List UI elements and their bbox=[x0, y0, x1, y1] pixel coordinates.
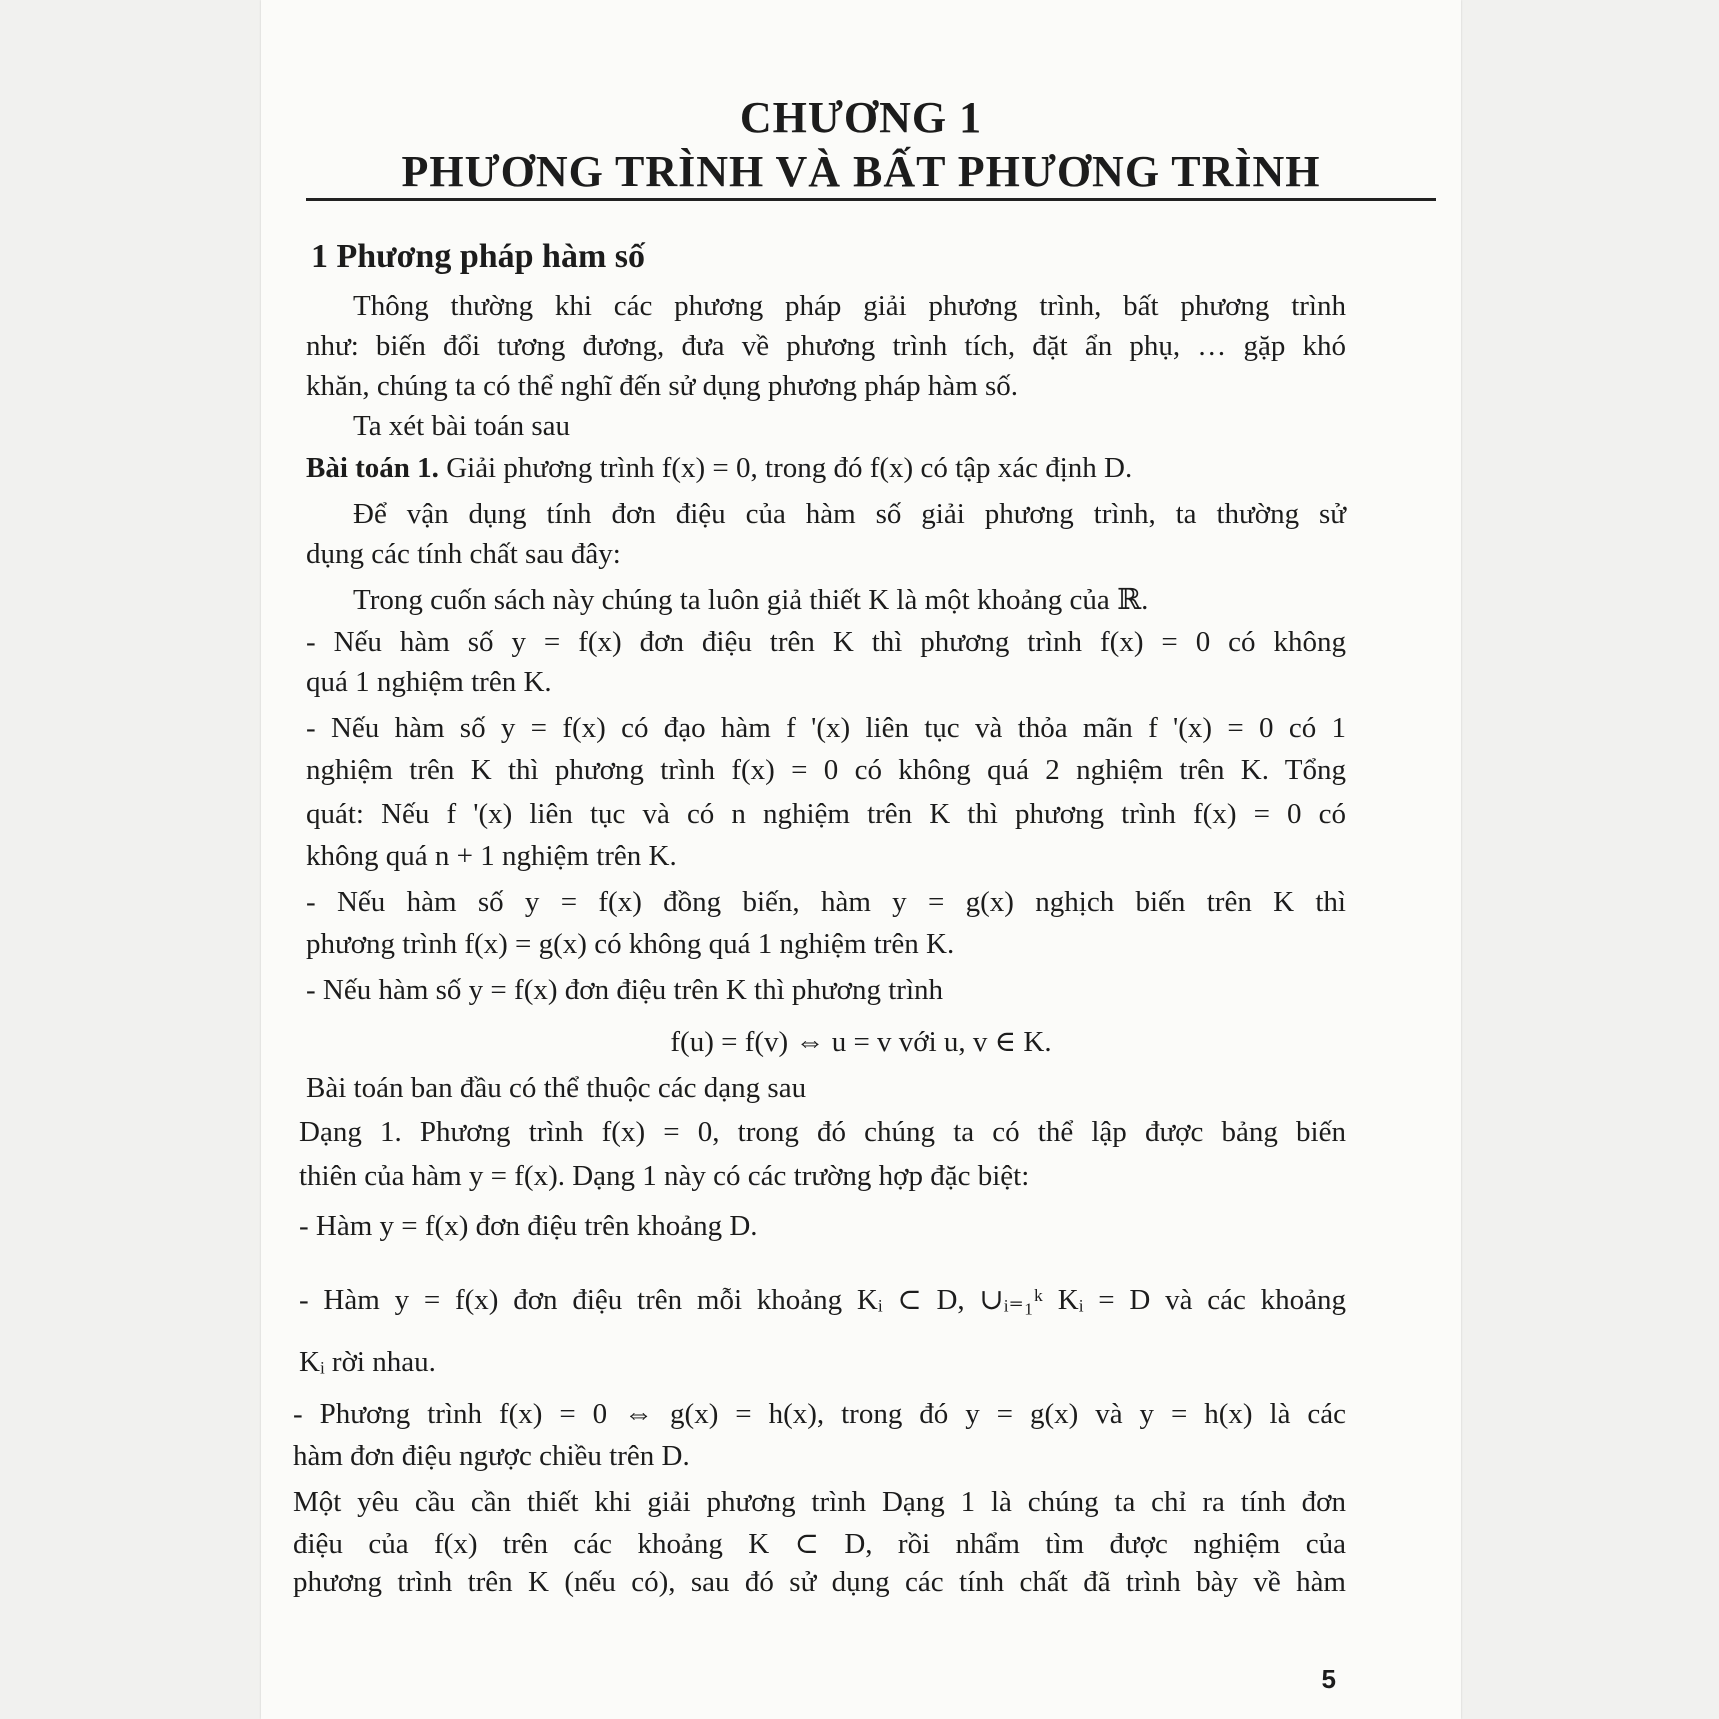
chapter-divider bbox=[306, 198, 1436, 201]
property-2-line-2: nghiệm trên K thì phương trình f(x) = 0 có không quá 2 nghiệm trên K. Tổng bbox=[306, 754, 1346, 786]
consider-line: Ta xét bài toán sau bbox=[353, 410, 571, 442]
property-1-line-1: - Nếu hàm số y = f(x) đơn điệu trên K thì phương trình f(x) = 0 có không bbox=[306, 626, 1346, 658]
property-4-formula: f(u) = f(v) ⇔ u = v với u, v ∈ K. bbox=[670, 1026, 1052, 1058]
apply-line-1: Để vận dụng tính đơn điệu của hàm số giải phương trình, ta thường sử bbox=[353, 498, 1346, 530]
form-1-line-2: thiên của hàm y = f(x). Dạng 1 này có các trường hợp đặc biệt: bbox=[299, 1160, 1030, 1192]
property-4-line-1: - Nếu hàm số y = f(x) đơn điệu trên K thì phương trình bbox=[306, 974, 943, 1006]
property-2-line-3: quát: Nếu f '(x) liên tục và có n nghiệm trên K thì phương trình f(x) = 0 có bbox=[306, 798, 1346, 830]
property-1-line-2: quá 1 nghiệm trên K. bbox=[306, 666, 552, 698]
assumption-line: Trong cuốn sách này chúng ta luôn giả thiết K là một khoảng của ℝ. bbox=[353, 584, 1149, 616]
chapter-title: PHƯƠNG TRÌNH VÀ BẤT PHƯƠNG TRÌNH bbox=[401, 147, 1321, 196]
case-2-line-1: - Hàm y = f(x) đơn điệu trên mỗi khoảng Kᵢ ⊂ D, ∪ᵢ₌₁ᵏ Kᵢ = D và các khoảng bbox=[299, 1284, 1346, 1316]
case-3-line-1: - Phương trình f(x) = 0 ⇔ g(x) = h(x), trong đó y = g(x) và y = h(x) là các bbox=[293, 1398, 1346, 1430]
problem-text: Giải phương trình f(x) = 0, trong đó f(x) có tập xác định D. bbox=[438, 452, 1133, 484]
problem-label: Bài toán 1. bbox=[306, 452, 439, 484]
intro-line-2: như: biến đổi tương đương, đưa về phương trình tích, đặt ẩn phụ, … gặp khó bbox=[306, 330, 1346, 362]
requirement-line-3: phương trình trên K (nếu có), sau đó sử dụng các tính chất đã trình bày về hàm bbox=[293, 1566, 1346, 1598]
intro-line-3: khăn, chúng ta có thể nghĩ đến sử dụng phương pháp hàm số. bbox=[306, 370, 1019, 402]
chapter-label: CHƯƠNG 1 bbox=[739, 93, 983, 142]
property-3-line-1: - Nếu hàm số y = f(x) đồng biến, hàm y = g(x) nghịch biến trên K thì bbox=[306, 886, 1346, 918]
page-number: 5 bbox=[1321, 1664, 1336, 1694]
apply-line-2: dụng các tính chất sau đây: bbox=[306, 538, 621, 570]
forms-intro: Bài toán ban đầu có thể thuộc các dạng sau bbox=[306, 1072, 807, 1104]
property-2-line-1: - Nếu hàm số y = f(x) có đạo hàm f '(x) liên tục và thỏa mãn f '(x) = 0 có 1 bbox=[306, 712, 1346, 744]
problem-statement bbox=[306, 452, 1132, 485]
form-1-line-1: Dạng 1. Phương trình f(x) = 0, trong đó chúng ta có thể lập được bảng biến bbox=[299, 1116, 1346, 1148]
property-2-line-4: không quá n + 1 nghiệm trên K. bbox=[306, 840, 677, 872]
section-heading: 1 Phương pháp hàm số bbox=[311, 238, 646, 275]
book-page bbox=[261, 0, 1461, 1719]
property-3-line-2: phương trình f(x) = g(x) có không quá 1 nghiệm trên K. bbox=[306, 928, 955, 960]
case-2-line-2: Kᵢ rời nhau. bbox=[299, 1346, 436, 1378]
intro-line-1: Thông thường khi các phương pháp giải phương trình, bất phương trình bbox=[353, 290, 1346, 322]
requirement-line-1: Một yêu cầu cần thiết khi giải phương trình Dạng 1 là chúng ta chỉ ra tính đơn bbox=[293, 1486, 1346, 1518]
case-3-line-2: hàm đơn điệu ngược chiều trên D. bbox=[293, 1440, 690, 1472]
case-1: - Hàm y = f(x) đơn điệu trên khoảng D. bbox=[299, 1210, 758, 1242]
requirement-line-2: điệu của f(x) trên các khoảng K ⊂ D, rồi nhẩm tìm được nghiệm của bbox=[293, 1528, 1346, 1560]
